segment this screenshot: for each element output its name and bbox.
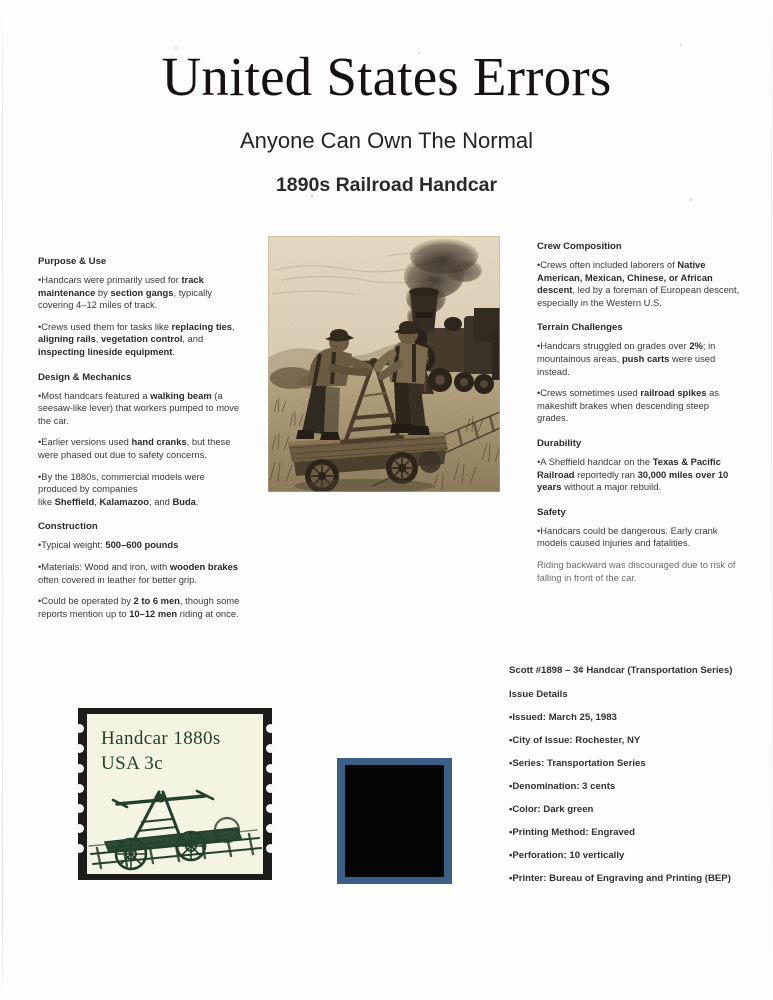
left-column-paragraph: •Could be operated by 2 to 6 men, though some reports mention up to 10–12 men riding at once. xyxy=(38,595,240,619)
stamp-perforation xyxy=(266,724,275,733)
left-column-paragraph: •Handcars were primarily used for track maintenance by section gangs, typically covering 4–12 miles of track. xyxy=(38,274,213,311)
handcar-postage-stamp xyxy=(78,708,272,880)
stamp-perforation xyxy=(75,824,84,833)
page-subtitle: Anyone Can Own The Normal xyxy=(239,128,534,153)
stamp-perforation xyxy=(75,724,84,733)
stamp-perforation xyxy=(75,764,84,773)
issue-detail-item: •Series: Transportation Series xyxy=(509,758,646,769)
right-column-heading: Terrain Challenges xyxy=(537,322,623,334)
issue-detail-item: •Color: Dark green xyxy=(509,804,594,815)
handcar-engraving-illustration xyxy=(268,236,500,492)
dark-stamp-mount xyxy=(337,758,452,884)
left-column-heading: Purpose & Use xyxy=(38,256,107,267)
scan-speck xyxy=(690,198,692,201)
left-column-paragraph: •By the 1880s, commercial models were produced by companies like Sheffield, Kalamazoo, and Buda. xyxy=(38,470,205,507)
stamp-face xyxy=(87,714,263,874)
right-column-heading: Safety xyxy=(537,506,566,518)
issue-details-list xyxy=(509,711,737,885)
stamp-line-1: Handcar 1880s xyxy=(101,728,221,749)
issue-detail-item: •Printer: Bureau of Engraving and Printing (BEP) xyxy=(509,873,731,884)
left-text-column xyxy=(38,256,243,629)
page-title: United States Errors xyxy=(161,46,612,107)
stamp-handcar-artwork xyxy=(87,776,263,874)
dark-mount-interior xyxy=(345,765,444,877)
stamp-perforation xyxy=(266,744,275,753)
left-column-paragraph: •Most handcars featured a walking beam (a seesaw-like lever) that workers pumped to move the car. xyxy=(38,389,240,426)
issue-detail-item: •Denomination: 3 cents xyxy=(509,781,616,792)
scott-catalog-title: Scott #1898 – 3¢ Handcar (Transportation Series) xyxy=(509,665,733,676)
right-column-paragraph: •Crews often included laborers of Native American, Mexican, Chinese, or African descent, led by a foreman of European descent, especially in the Western U.S. xyxy=(537,259,740,308)
issue-detail-item: •Issued: March 25, 1983 xyxy=(509,712,617,723)
left-column-paragraph: •Crews used them for tasks like replacing ties, aligning rails, vegetation control, and inspecting lineside equipment. xyxy=(38,320,235,357)
stamp-line-2: USA 3c xyxy=(101,753,164,774)
stamp-perforation xyxy=(266,764,275,773)
left-column-paragraph: •Earlier versions used hand cranks, but these were phased out due to safety concerns. xyxy=(38,436,231,460)
section-title: 1890s Railroad Handcar xyxy=(275,174,498,196)
issue-detail-item: •Perforation: 10 vertically xyxy=(509,850,625,861)
right-column-heading: Durability xyxy=(537,437,582,449)
stamp-inscription xyxy=(101,726,221,776)
left-column-heading: Design & Mechanics xyxy=(38,371,132,383)
right-column-paragraph: •A Sheffield handcar on the Texas & Pacific Railroad reportedly ran 30,000 miles over 10 years without a major rebuild. xyxy=(537,455,729,493)
left-column-paragraph: •Materials: Wood and iron, with wooden brakes often covered in leather for better grip. xyxy=(38,560,239,585)
right-text-column xyxy=(537,241,742,593)
stamp-perforation xyxy=(266,844,275,853)
stamp-perforation xyxy=(75,804,84,813)
stamp-perforation xyxy=(75,844,84,853)
right-column-heading: Crew Composition xyxy=(537,241,622,252)
left-column-paragraph: •Typical weight: 500–600 pounds xyxy=(38,539,179,551)
right-column-paragraph: •Handcars struggled on grades over 2%; in mountainous areas, push carts were used instead. xyxy=(537,340,716,377)
right-column-note: Riding backward was discouraged due to risk of falling in front of the car. xyxy=(537,558,736,583)
issue-detail-item: •City of Issue: Rochester, NY xyxy=(509,735,641,746)
stamp-perforation xyxy=(75,744,84,753)
stamp-perforation xyxy=(266,784,275,793)
stamp-perforation xyxy=(75,784,84,793)
issue-detail-item: •Printing Method: Engraved xyxy=(509,827,635,838)
issue-details-heading: Issue Details xyxy=(509,689,568,700)
right-column-paragraph: •Crews sometimes used railroad spikes as makeshift brakes when descending steep grades. xyxy=(537,387,720,424)
issue-details-panel xyxy=(509,664,737,895)
right-column-paragraph: •Handcars could be dangerous. Early crank models caused injuries and fatalities. xyxy=(537,524,718,549)
stamp-perforation xyxy=(266,824,275,833)
stamp-perforation xyxy=(266,804,275,813)
left-column-heading: Construction xyxy=(38,521,98,533)
